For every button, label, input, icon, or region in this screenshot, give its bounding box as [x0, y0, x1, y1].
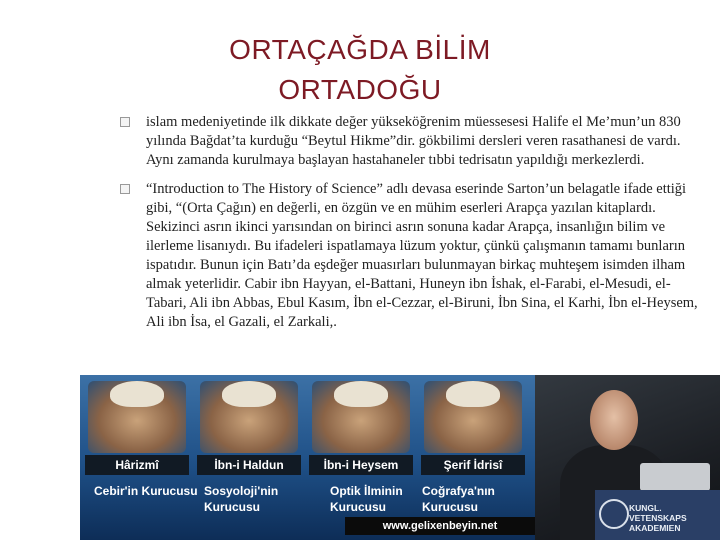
title-line-2: ORTADOĞU — [278, 74, 442, 105]
portrait-ibn-heysem — [312, 381, 410, 453]
scholars-banner-image — [80, 375, 535, 540]
turban-shape — [222, 381, 276, 407]
scholar-role: Cebir'in Kurucusu — [94, 484, 198, 498]
bullet-icon — [120, 117, 130, 127]
slide-title — [140, 30, 580, 110]
scholar-name: Şerif İdrisî — [421, 455, 525, 475]
bullet-icon — [120, 184, 130, 194]
turban-shape — [334, 381, 388, 407]
bullet-text: islam medeniyetinde ilk dikkate değer yükseköğrenim müessesesi Halife el Me’mun’un 830 yılında Bağdat’ta kurduğu “Beytul Hikme”dir. gökbilimi dersleri veren rasathanesi de vardı. Aynı zamanda kurulmaya başlayan hastahaneler tıbbi tedrisatın yapıldığı merkezlerdi. — [146, 114, 681, 168]
speaker-head — [590, 390, 638, 450]
bullet-list — [120, 113, 700, 342]
scholar-name: Hârizmî — [85, 455, 189, 475]
scholar-role: Sosyoloji'nin Kurucusu — [204, 484, 279, 514]
bullet-item — [120, 113, 700, 170]
bullet-text: “Introduction to The History of Science” adlı devasa eserinde Sarton’un belagatle ifade ettiği gibi, “(Orta Çağın) en değerli, en özgün ve en mühim eserleri Arapça yazılan kitaplardı. Sekizinci asrın ikinci yarısından on birinci asrın sonuna kadar Arapça, insanlığın bilim ve ilerleme lisanıydı. Bu ifadeleri ispatlamaya lüzum yoktur, çünkü çalışmanın tamamı bunların ispatıdır. Bunun için Batı’da eşdeğer muasırları bulunmayan birkaç muhteşem isimden ilham almak yeterlidir. Cabir ibn Hayyan, el-Battani, Huneyn ibn İshak, el-Farabi, el-Mesudi, el-Tabari, Ali ibn Abbas, Ebul Kasım, İbn el-Cezzar, el-Biruni, İbn Sina, el Karhi, İbn el-Heysem, Ali ibn İsa, el Gazali, el Zarkali,. — [146, 181, 698, 330]
bullet-item — [120, 180, 700, 332]
scholar-name: İbn-i Haldun — [197, 455, 301, 475]
title-line-1: ORTAÇAĞDA BİLİM — [229, 34, 491, 65]
portrait-serif-idrisi — [424, 381, 522, 453]
scholar-role: Optik İlminin Kurucusu — [330, 484, 403, 514]
portrait-ibn-haldun — [200, 381, 298, 453]
portrait-hwarizmi — [88, 381, 186, 453]
speaker-photo — [535, 375, 720, 540]
academy-seal-icon — [599, 499, 629, 529]
turban-shape — [446, 381, 500, 407]
turban-shape — [110, 381, 164, 407]
scholar-role: Coğrafya'nın Kurucusu — [422, 484, 495, 514]
scholar-name: İbn-i Heysem — [309, 455, 413, 475]
laptop-shape — [640, 463, 710, 491]
podium-text: KUNGL. VETENSKAPS AKADEMIEN — [629, 503, 687, 533]
website-caption: www.gelixenbeyin.net — [345, 517, 535, 535]
